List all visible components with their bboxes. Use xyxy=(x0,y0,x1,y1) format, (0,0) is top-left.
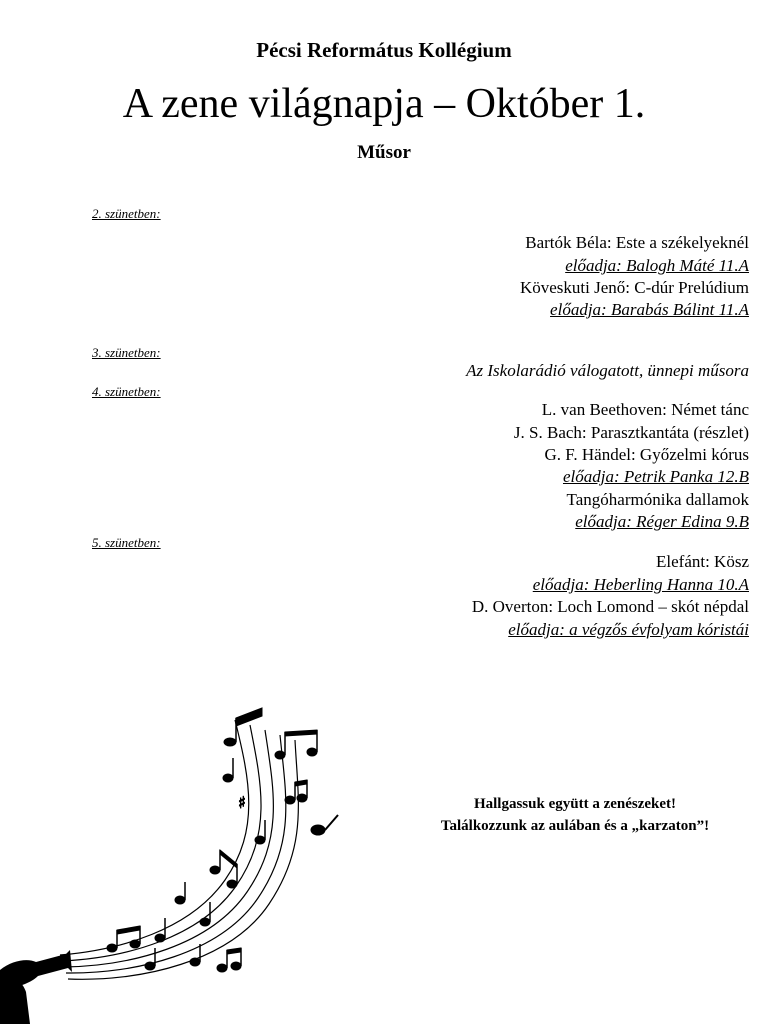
program-piece: Tangóharmónika dallamok xyxy=(566,490,749,509)
trumpet-music-illustration xyxy=(0,700,360,1024)
program-performer: előadja: Balogh Máté 11.A xyxy=(565,256,749,275)
program-piece: Bartók Béla: Este a székelyeknél xyxy=(525,233,749,252)
program-piece: J. S. Bach: Parasztkantáta (részlet) xyxy=(513,423,749,442)
program-performer: előadja: Réger Edina 9.B xyxy=(575,512,749,531)
program-heading: Műsor xyxy=(357,142,411,163)
program-performer: előadja: a végzős évfolyam kóristái xyxy=(508,620,749,639)
music-staff-icon xyxy=(60,720,298,979)
program-piece: D. Overton: Loch Lomond – skót népdal xyxy=(471,597,749,616)
program-piece: G. F. Händel: Győzelmi kórus xyxy=(544,445,749,464)
break-label-4: 4. szünetben: xyxy=(92,384,161,399)
page-title: A zene világnapja – Október 1. xyxy=(122,81,646,127)
program-performer: előadja: Petrik Panka 12.B xyxy=(562,467,749,486)
closing-line-1: Hallgassuk együtt a zenészeket! xyxy=(473,796,677,812)
break-label-5: 5. szünetben: xyxy=(92,535,161,550)
program-performer: előadja: Barabás Bálint 11.A xyxy=(550,300,749,319)
program-piece: Az Iskolarádió válogatott, ünnepi műsora xyxy=(466,361,749,380)
program-piece: Elefánt: Kösz xyxy=(656,552,749,571)
program-piece: Köveskuti Jenő: C-dúr Prelúdium xyxy=(519,278,749,297)
school-name: Pécsi Református Kollégium xyxy=(256,38,512,62)
program-performer: előadja: Heberling Hanna 10.A xyxy=(532,575,749,594)
program-piece: L. van Beethoven: Német tánc xyxy=(541,400,749,419)
closing-line-2: Találkozzunk az aulában és a „karzaton”! xyxy=(440,818,710,834)
svg-text:♯: ♯ xyxy=(238,793,246,812)
break-label-2: 2. szünetben: xyxy=(92,206,161,221)
closing-message xyxy=(385,793,765,837)
break-label-3: 3. szünetben: xyxy=(92,345,161,360)
